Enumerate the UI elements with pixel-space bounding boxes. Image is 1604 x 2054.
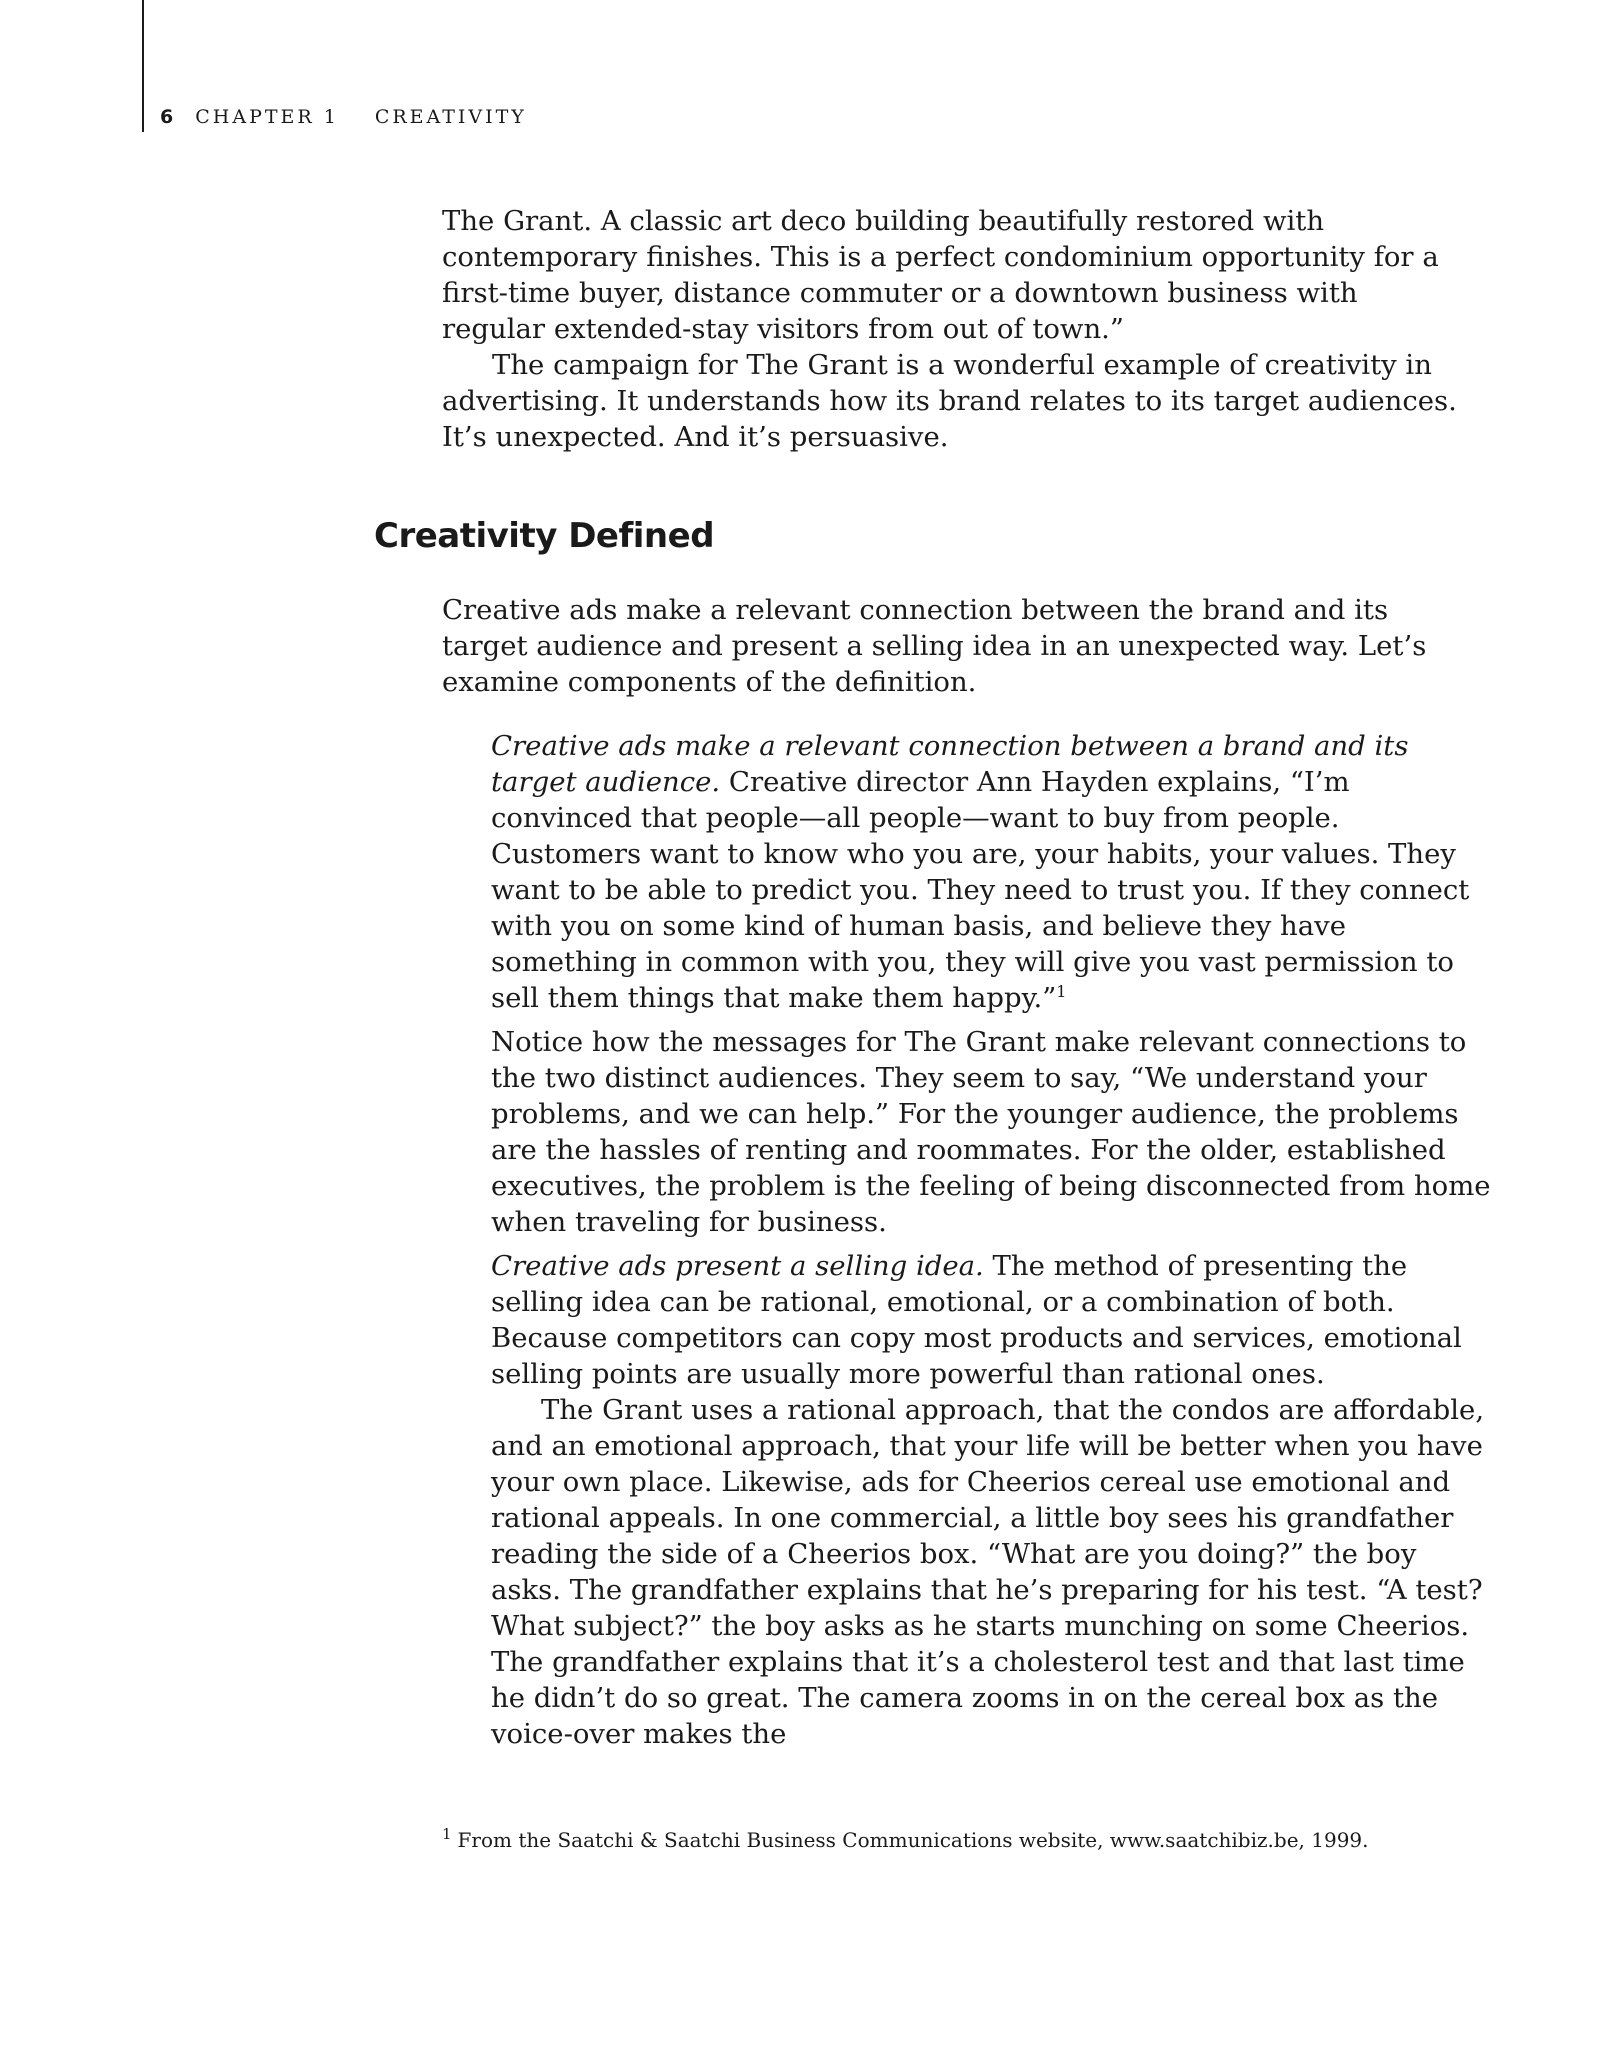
margin-rule xyxy=(142,0,144,132)
section-heading: Creativity Defined xyxy=(374,516,715,556)
chapter-label: CHAPTER 1 xyxy=(195,106,339,128)
running-head xyxy=(160,106,527,128)
section-lead xyxy=(442,592,1462,700)
component-selling-idea xyxy=(491,1248,1491,1392)
intro-paragraph: The Grant. A classic art deco building beautifully restored with contemporary finishes. This is a perfect condominium opportunity for a first-time buyer, distance commuter or a downtown business with regular extended-stay visitors from out of town.” xyxy=(442,205,1439,345)
intro-paragraph: The campaign for The Grant is a wonderful example of creativity in advertising. It understands how its brand relates to its target audiences. It’s unexpected. And it’s persuasive. xyxy=(442,349,1457,453)
definition-components xyxy=(491,728,1491,1752)
page-number: 6 xyxy=(160,106,174,128)
component-text: Creative director Ann Hayden explains, “I’m convinced that people—all people—want to buy from people. Customers want to know who you are, your habits, your values. They want to be able to predict you. They need to trust you. If they connect with you on some kind of human basis, and believe they have something in common with you, they will give you vast permission to sell them things that make them happy.” xyxy=(491,766,1470,1014)
component-relevant-connection xyxy=(491,728,1491,1016)
notice-paragraph: Notice how the messages for The Grant make relevant connections to the two distinct audiences. They seem to say, “We understand your problems, and we can help.” For the younger audience, the problems are the hassles of renting and roommates. For the older, established executives, the problem is the feeling of being disconnected from home when traveling for business. xyxy=(491,1026,1491,1238)
component-lead: Creative ads present a selling idea. xyxy=(491,1250,984,1282)
footnote xyxy=(442,1826,1462,1854)
lead-paragraph: Creative ads make a relevant connection between the brand and its target audience and present a selling idea in an unexpected way. Let’s examine components of the definition. xyxy=(442,594,1427,698)
component-text: The method of presenting the selling idea can be rational, emotional, or a combination of both. Because competitors can copy most products and services, emotional selling points are usually more powerful than rational ones. xyxy=(491,1250,1462,1390)
footnote-reference: 1 xyxy=(1056,981,1067,1001)
footnote-text: From the Saatchi & Saatchi Business Communications website, www.saatchibiz.be, 1999. xyxy=(457,1828,1369,1852)
chapter-title: CREATIVITY xyxy=(374,106,527,128)
footnote-mark: 1 xyxy=(442,1825,452,1844)
grant-paragraph: The Grant uses a rational approach, that the condos are affordable, and an emotional approach, that your life will be better when you have your own place. Likewise, ads for Cheerios cereal use emotional and rational appeals. In one commercial, a little boy sees his grandfather reading the side of a Cheerios box. “What are you doing?” the boy asks. The grandfather explains that he’s preparing for his test. “A test? What subject?” the boy asks as he starts munching on some Cheerios. The grandfather explains that it’s a cholesterol test and that last time he didn’t do so great. The camera zooms in on the cereal box as the voice-over makes the xyxy=(491,1394,1485,1750)
intro-text xyxy=(442,203,1462,455)
component-lead: Creative ads make a relevant connection between a brand and its target audience. xyxy=(491,730,1409,798)
